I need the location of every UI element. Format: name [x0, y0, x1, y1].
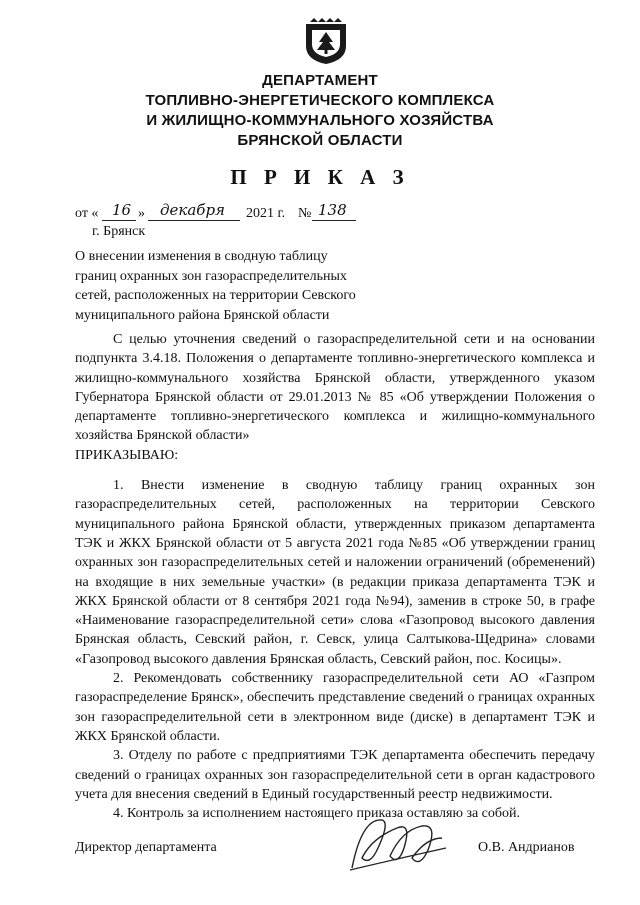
date-day: 16 — [112, 201, 132, 219]
department-title-line-1: ДЕПАРТАМЕНТ — [262, 72, 378, 89]
signatory-position: Директор департамента — [75, 840, 217, 855]
number-underline — [312, 220, 356, 221]
signatory-name: О.В. Андрианов — [478, 840, 575, 855]
number-label: № — [298, 206, 312, 221]
date-mid: » — [138, 206, 145, 221]
department-title-line-2: ТОПЛИВНО-ЭНЕРГЕТИЧЕСКОГО КОМПЛЕКСА — [145, 92, 495, 109]
date-day-underline — [102, 220, 136, 221]
date-month-underline — [148, 220, 240, 221]
date-month: декабря — [160, 201, 225, 219]
handwritten-signature — [342, 808, 452, 878]
document-number: 138 — [318, 201, 347, 219]
subject-line: муниципального района Брянской области — [75, 307, 330, 323]
department-title-line-4: БРЯНСКОЙ ОБЛАСТИ — [237, 132, 403, 149]
order-subject — [75, 247, 395, 325]
order-body — [75, 330, 595, 823]
subject-line: О внесении изменения в сводную таблицу — [75, 249, 328, 264]
city: г. Брянск — [92, 224, 146, 239]
order-item-2: 2. Рекомендовать собственнику газораспределительной сети АО «Газпром газораспределение Брянск», обеспечить представление сведений о границах охранных зон газораспределительной сети в электронном виде (диске) в департамент ТЭК и ЖКХ Брянской области. — [75, 671, 595, 744]
subject-line: границ охранных зон газораспределительных — [75, 268, 347, 284]
department-title-line-3: И ЖИЛИЩНО-КОММУНАЛЬНОГО ХОЗЯЙСТВА — [146, 112, 494, 129]
preamble-paragraph: С целью уточнения сведений о газораспределительной сети и на основании подпункта 3.4.18. Положения о департаменте топливно-энергетического комплекса и жилищно-коммунального хозяйства Брянской области, утвержденного указом Губернатора Брянской области от 29.01.2013 № 85 «Об утверждении Положения о департаменте топливно-энергетического комплекса и жилищно-коммунального хозяйства Брянской области» — [75, 332, 595, 444]
date-year: 2021 г. — [246, 206, 286, 221]
coat-of-arms-emblem — [302, 18, 350, 66]
order-word: ПРИКАЗЫВАЮ: — [75, 447, 179, 463]
document-type-heading: П Р И К А З — [230, 165, 410, 189]
order-item-3: 3. Отделу по работе с предприятиями ТЭК департамента обеспечить передачу сведений о границах охранных зон газораспределительной сети в орган кадастрового учета для внесения сведений в Единый государственный реестр недвижимости. — [75, 748, 595, 802]
order-item-4: 4. Контроль за исполнением настоящего приказа оставляю за собой. — [113, 806, 521, 822]
subject-line: сетей, расположенных на территории Севского — [75, 288, 356, 303]
order-item-1: 1. Внести изменение в сводную таблицу границ охранных зон газораспределительных сетей, расположенных на территории Севского муниципального района Брянской области, утвержденных приказом департамента ТЭК и ЖКХ Брянской области от 5 августа 2021 года №85 «Об утверждении границ охранных зон газораспределительных сетей и наложении ограничений (обременений) на входящие в них земельные участки» (в редакции приказа департамента ТЭК и ЖКХ Брянской области от 8 сентября 2021 года №94), заменив в строке 50, в графе «Наименование газораспределительной сети» слова «Газопровод высокого давления Брянская область, Севский район, г. Севск, улица Салтыкова-Щедрина» словами «Газопровод высокого давления Брянская область, Севский район, пос. Косицы». — [75, 478, 595, 667]
date-prefix: от « — [75, 206, 99, 221]
